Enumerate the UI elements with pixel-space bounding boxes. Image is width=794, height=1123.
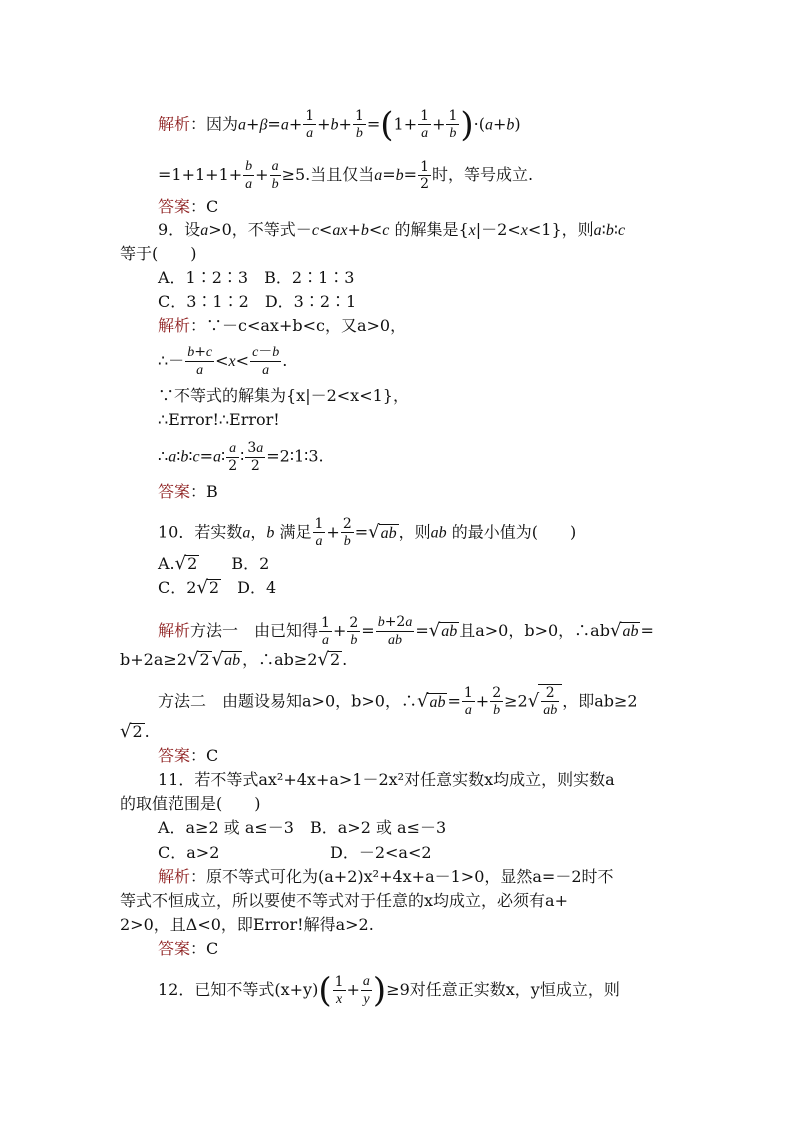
- analysis-label: 解析: [158, 114, 191, 134]
- q11-option-d: D．－2<a<2: [330, 843, 432, 862]
- q11-option-c: C．a>2: [158, 843, 220, 862]
- answer-label: 答案: [158, 482, 191, 501]
- q10-analysis-line3: 方法二 由题设易知a>0，b>0，∴√ab = $\frac{1}{a}$ + $\frac{2}{b}$ ≥2√ $\frac{2}{ab}$ ，即ab≥2: [158, 685, 638, 718]
- q11-analysis-line1: [158, 867, 614, 887]
- q10-method1: 方法一 由已知得: [190, 621, 319, 640]
- answer-label: 答案: [158, 746, 191, 765]
- fraction: $\frac{1}{x}$: [334, 973, 344, 1007]
- analysis-label: 解析: [158, 867, 191, 886]
- q11-analysis-text1: ：原不等式可化为(a+2)x²+4x+a－1>0，显然a=－2时不: [190, 867, 614, 886]
- q9-stem-b: ，不等式: [231, 220, 296, 239]
- q8-analysis-lead: ：因为: [190, 114, 239, 134]
- q10-stem-a: 10．若实数: [158, 522, 243, 542]
- q10-analysis-line1: 解析方法一 由已知得 $\frac{1}{a}$ + $\frac{2}{b}$ = $\frac{b+2a}{ab}$ =√ab 且a>0，b>0，∴ab√ab =: [158, 614, 654, 648]
- q10-option-b: B．2: [231, 554, 270, 573]
- q8-answer: [158, 197, 218, 217]
- q9-stem-c: 的解集是: [394, 220, 459, 239]
- q10-options-row1: A.√2 B．2: [158, 553, 270, 574]
- fraction: $\frac{a}{2}$: [228, 441, 238, 474]
- q11-stem-line1: 11．若不等式ax²+4x+a>1－2x²对任意实数x均成立，则实数a: [158, 770, 615, 789]
- q10-method2-end: ，即ab≥2: [562, 691, 638, 711]
- q10-stem-b: 满足: [279, 522, 312, 542]
- q10-stem: 10．若实数a，b 满足 $\frac{1}{a}$ + $\frac{2}{b}$ =√ab ，则ab 的最小值为( ): [158, 516, 577, 549]
- answer-label: 答案: [158, 939, 191, 958]
- fraction: $\frac{1}{b}$: [354, 108, 364, 141]
- q9-stem-a: 9．设: [158, 220, 201, 239]
- answer-label: 答案: [158, 197, 191, 216]
- q10-stem-c: ，则: [398, 522, 431, 542]
- fraction: $\frac{2}{b}$: [342, 516, 352, 549]
- fraction: $\frac{a}{b}$: [271, 159, 279, 192]
- q11-analysis-line2: 等式不恒成立，所以要使不等式对于任意的x均成立，必须有a+: [120, 891, 568, 910]
- q9-answer-value: ：B: [190, 482, 218, 501]
- q9-analysis-end: =2∶1∶3.: [266, 446, 324, 466]
- q9-analysis-line5: ∴a∶b∶c=a∶ $\frac{a}{2}$ ∶ $\frac{3a}{2}$ =2∶1∶3.: [158, 440, 324, 474]
- q10-method1-line2: b+2a≥2: [120, 650, 187, 669]
- analysis-label: 解析: [158, 621, 191, 640]
- fraction: $\frac{2}{ab}$: [543, 685, 558, 718]
- q11-options-row2: [158, 843, 432, 863]
- q9-option-a: A．1∶2∶3: [158, 268, 249, 287]
- q8-answer-value: ：C: [190, 197, 219, 216]
- analysis-label: 解析: [158, 316, 191, 335]
- q9-analysis-line4: ∴Error!∴Error!: [158, 410, 280, 429]
- fraction: $\frac{1}{2}$: [420, 159, 429, 192]
- q9-stem-line2: 等于( ): [120, 244, 197, 263]
- q9-option-b: B．2∶1∶3: [264, 268, 355, 287]
- q10-option-d: D．4: [237, 578, 277, 597]
- q10-answer-value: ：C: [190, 746, 219, 765]
- q10-options-row2: C．2√2 D．4: [158, 577, 277, 598]
- q9-options-row2: [158, 292, 356, 312]
- q10-method2: 方法二 由题设易知a>0，b>0，∴: [158, 691, 417, 711]
- q11-analysis-line3: 2>0，且Δ<0，即Error!解得a>2.: [120, 915, 374, 934]
- q8-analysis-line2: =1+1+1+ $\frac{b}{a}$ + $\frac{a}{b}$ ≥5.当且仅当a=b= $\frac{1}{2}$ 时，等号成立.: [158, 159, 534, 192]
- q10-option-c: C．2: [158, 578, 197, 597]
- q9-answer: [158, 482, 218, 502]
- q11-option-a: A．a≥2 或 a≤－3: [158, 818, 294, 837]
- fraction: $\frac{1}{a}$: [314, 516, 324, 549]
- fraction: $\frac{a}{y}$: [362, 974, 370, 1007]
- fraction: $\frac{2}{b}$: [492, 685, 502, 718]
- q12-stem-b: ≥9对任意正实数x，y恒成立，则: [386, 980, 620, 999]
- fraction: $\frac{1}{a}$: [321, 614, 330, 648]
- fraction: $\frac{2}{b}$: [349, 614, 359, 648]
- q8-line2-tail: 时，等号成立.: [432, 165, 534, 184]
- q9-analysis-line1: [158, 316, 406, 336]
- q10-method1-line2-end: ，∴ab≥2: [242, 650, 318, 669]
- fraction: $\frac{3a}{2}$: [247, 440, 264, 474]
- fraction: $\frac{1}{b}$: [448, 108, 458, 141]
- fraction: $\frac{b}{a}$: [245, 159, 253, 192]
- q9-analysis-line3: ∵不等式的解集为{x|－2<x<1}，: [158, 386, 409, 405]
- q11-answer-value: ：C: [190, 939, 219, 958]
- fraction: $\frac{b+c}{a}$: [187, 344, 213, 378]
- q9-stem-line1: 9．设a>0，不等式－c<ax+b<c 的解集是{x|－2<x<1}，则a∶b∶c: [158, 220, 626, 239]
- fraction: $\frac{1}{a}$: [420, 108, 430, 141]
- q9-analysis-text1: ：∵－c<ax+b<c，又a>0，: [190, 316, 407, 335]
- fraction: $\frac{1}{a}$: [463, 685, 473, 718]
- q11-stem-line2: 的取值范围是( ): [120, 794, 261, 813]
- q9-analysis-line2: ∴－ $\frac{b+c}{a}$ <x< $\frac{c-b}{a}$ .: [158, 344, 288, 378]
- q11-options-row1: [158, 818, 446, 838]
- q10-analysis-line2: b+2a≥2√2 √ab ，∴ab≥2√2 .: [120, 649, 348, 670]
- q8-line2-end: ≥5.当且仅当: [281, 165, 375, 184]
- q10-analysis-line4: √2 .: [120, 721, 150, 742]
- q9-options-row1: [158, 268, 354, 288]
- q8-analysis-line1: 解析：因为a+β=a+ $\frac{1}{a}$ +b+ $\frac{1}{b}$ =(1+ $\frac{1}{a}$ + $\frac{1}{b}$ )·(a+b): [158, 105, 521, 145]
- q9-option-d: D．3∶2∶1: [264, 292, 357, 311]
- fraction: $\frac{b+2a}{ab}$: [377, 614, 413, 648]
- q10-stem-d: 的最小值为( ): [451, 522, 577, 542]
- q11-option-b: B．a>2 或 a≤－3: [310, 818, 447, 837]
- q9-stem-d: ，则: [561, 220, 594, 239]
- fraction: $\frac{1}{a}$: [305, 108, 315, 141]
- q12-stem: 12．已知不等式(x+y)( $\frac{1}{x}$ + $\frac{a}{y}$ )≥9对任意正实数x，y恒成立，则: [158, 970, 620, 1011]
- q12-stem-a: 12．已知不等式(x+y): [158, 980, 319, 999]
- q9-option-c: C．3∶1∶2: [158, 292, 249, 311]
- q11-answer: [158, 939, 218, 959]
- q10-method1-condition: 且a>0，b>0，∴ab: [459, 621, 610, 640]
- q10-option-a: A.: [158, 554, 175, 573]
- fraction: $\frac{c-b}{a}$: [252, 344, 280, 378]
- q10-answer: [158, 746, 218, 766]
